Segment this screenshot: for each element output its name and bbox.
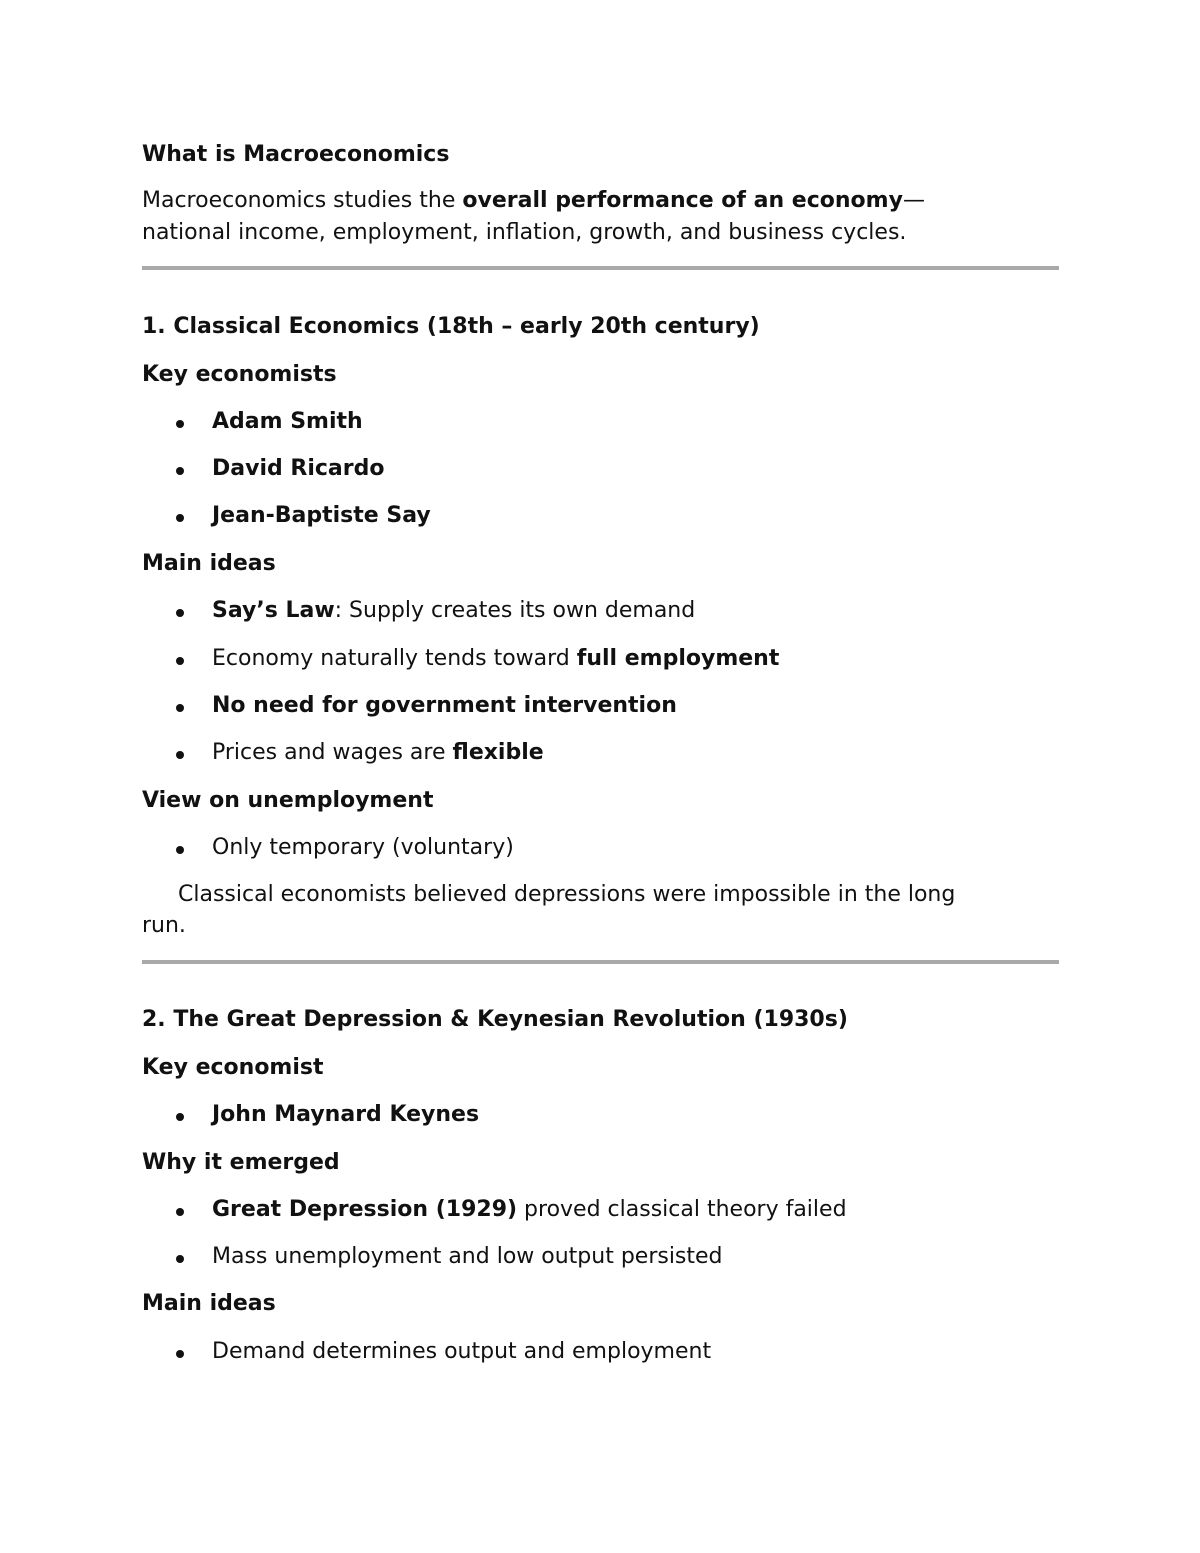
intro-text: Macroeconomics studies the xyxy=(142,188,463,213)
list-item: Mass unemployment and low output persisted xyxy=(212,1244,723,1269)
bullet-icon xyxy=(176,751,184,759)
idea-bold: flexible xyxy=(452,740,544,765)
note-line-1: Classical economists believed depressions were impossible in the long xyxy=(178,882,956,907)
list-item xyxy=(212,598,695,624)
idea-text: Prices and wages are xyxy=(212,740,453,765)
list-item: Only temporary (voluntary) xyxy=(212,835,514,860)
bullet-icon xyxy=(176,467,184,475)
bullet-icon xyxy=(176,1113,184,1121)
list-item: David Ricardo xyxy=(212,456,385,481)
key-economists-label: Key economists xyxy=(142,362,337,387)
section-divider xyxy=(142,266,1059,270)
intro-emphasis: overall performance of an economy xyxy=(462,188,903,213)
section-1-heading: 1. Classical Economics (18th – early 20th century) xyxy=(142,314,760,339)
idea-text: : Supply creates its own demand xyxy=(334,598,696,623)
intro-line-2: national income, employment, inflation, growth, and business cycles. xyxy=(142,220,907,245)
bullet-icon xyxy=(176,1350,184,1358)
why-bold: Great Depression (1929) xyxy=(212,1197,518,1222)
list-item: Adam Smith xyxy=(212,409,363,434)
bullet-icon xyxy=(176,1208,184,1216)
bullet-icon xyxy=(176,1255,184,1263)
intro-title: What is Macroeconomics xyxy=(142,142,450,167)
idea-text: Economy naturally tends toward xyxy=(212,646,577,671)
intro-line-1 xyxy=(142,188,925,214)
list-item: John Maynard Keynes xyxy=(212,1102,480,1127)
why-text: proved classical theory failed xyxy=(517,1197,847,1222)
why-emerged-label: Why it emerged xyxy=(142,1150,340,1175)
list-item: Jean-Baptiste Say xyxy=(212,503,431,528)
bullet-icon xyxy=(176,657,184,665)
main-ideas-label: Main ideas xyxy=(142,551,276,576)
main-ideas-label: Main ideas xyxy=(142,1291,276,1316)
bullet-icon xyxy=(176,704,184,712)
idea-bold: Say’s Law xyxy=(212,598,335,623)
list-item xyxy=(212,646,779,672)
key-economist-label: Key economist xyxy=(142,1055,324,1080)
bullet-icon xyxy=(176,420,184,428)
note-line-2: run. xyxy=(142,913,186,938)
list-item xyxy=(212,1197,847,1223)
list-item: Demand determines output and employment xyxy=(212,1339,712,1364)
section-2-heading: 2. The Great Depression & Keynesian Revolution (1930s) xyxy=(142,1007,848,1032)
bullet-icon xyxy=(176,514,184,522)
list-item xyxy=(212,740,544,766)
idea-bold: full employment xyxy=(576,646,780,671)
list-item: No need for government intervention xyxy=(212,693,677,718)
intro-dash: — xyxy=(902,188,925,213)
bullet-icon xyxy=(176,609,184,617)
bullet-icon xyxy=(176,846,184,854)
unemployment-label: View on unemployment xyxy=(142,788,434,813)
section-divider xyxy=(142,960,1059,964)
